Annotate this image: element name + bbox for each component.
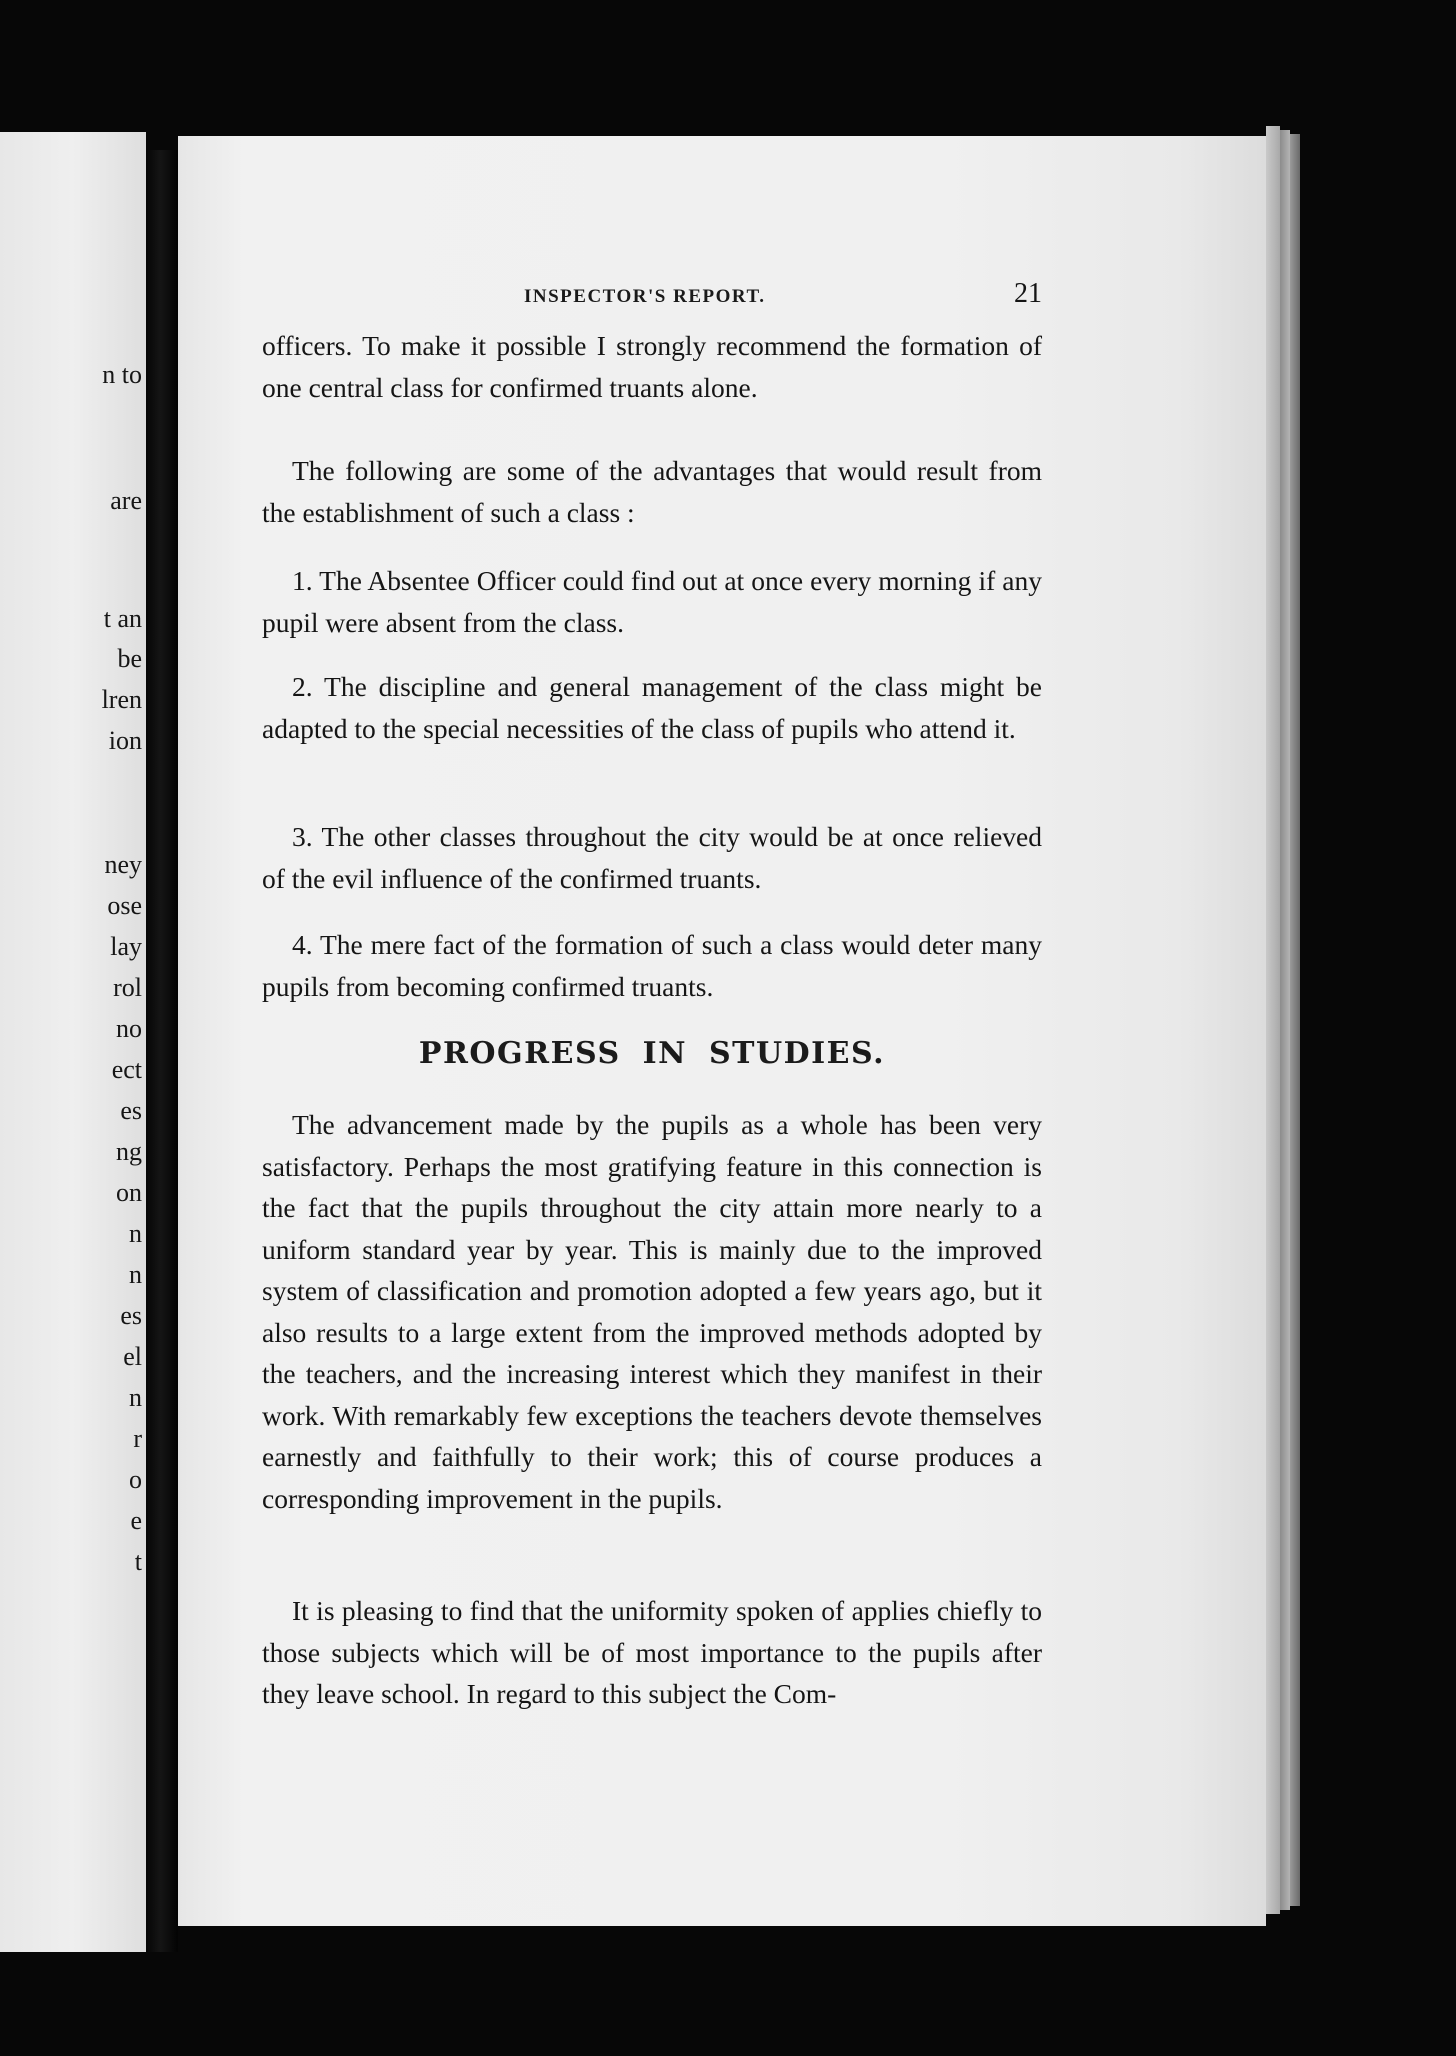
running-header: INSPECTOR'S REPORT.	[524, 286, 766, 307]
left-page-fragment: ng	[116, 1137, 142, 1166]
left-page-fragment: ect	[111, 1055, 142, 1084]
numbered-item: 4. The mere fact of the formation of such a class would deter many pupils from becoming confirmed truants.	[262, 929, 1042, 1002]
paragraph: officers. To make it possible I strongly recommend the formation of one central class for confirmed truants alone.	[262, 330, 1042, 403]
left-page-fragment: lren	[101, 685, 142, 714]
left-page-fragment: el	[123, 1342, 142, 1371]
left-page-fragment: es	[120, 1301, 142, 1330]
left-page-fragment: no	[116, 1014, 142, 1043]
left-page-fragment: e	[130, 1506, 142, 1535]
left-page-fragment: ney	[104, 850, 142, 879]
left-page-fragment: t	[134, 1547, 142, 1576]
left-page-fragment: rol	[113, 973, 142, 1002]
page-edge	[1280, 130, 1290, 1910]
left-page-fragment: be	[117, 644, 142, 673]
left-page-fragment: n	[129, 1383, 142, 1412]
left-page-fragment: are	[110, 486, 142, 515]
left-page-fragment: lay	[110, 932, 142, 961]
left-page-fragment: on	[116, 1178, 142, 1207]
left-page-fragment: n	[129, 1219, 142, 1248]
numbered-item: 1. The Absentee Officer could find out at once every morning if any pupil were absent from the class.	[262, 565, 1042, 638]
left-page-fragment: r	[133, 1424, 142, 1453]
left-page-fragment: ose	[107, 891, 142, 920]
paragraph: The advancement made by the pupils as a whole has been very satisfactory. Perhaps the most gratifying feature in this connection is the fact that the pupils throughout the city attain more nearly to a uniform standard year by year. This is mainly due to the improved system of classification and promotion adopted a few years ago, but it also results to a large extent from the improved methods adopted by the teachers, and the increasing interest which they manifest in their work. With remarkably few exceptions the teachers devote themselves earnestly and faithfully to their work; this of course produces a corresponding improvement in the pupils.	[262, 1109, 1042, 1514]
page-edge	[1266, 126, 1280, 1914]
page-edge	[1290, 134, 1300, 1906]
page-number: 21	[1014, 278, 1042, 309]
left-page-fragment: n	[129, 1260, 142, 1289]
left-page-fragment: es	[120, 1096, 142, 1125]
left-page-fragment: o	[129, 1465, 142, 1494]
left-page-fragment: t an	[103, 604, 142, 633]
left-page-fragment: ion	[108, 726, 142, 755]
paragraph: The following are some of the advantages that would result from the establishment of such a class :	[262, 455, 1042, 528]
left-page-fragment: n to	[102, 360, 142, 389]
left-page	[0, 132, 146, 1952]
paragraph: It is pleasing to find that the uniformity spoken of applies chiefly to those subjects which will be of most importance to the pupils after they leave school. In regard to this subject the Com-	[262, 1595, 1042, 1709]
numbered-item: 3. The other classes throughout the city would be at once relieved of the evil influence of the confirmed truants.	[262, 821, 1042, 894]
section-heading: PROGRESS IN STUDIES.	[418, 1036, 886, 1071]
book-gutter	[146, 150, 178, 1952]
numbered-item: 2. The discipline and general management of the class might be adapted to the special necessities of the class of pupils who attend it.	[262, 671, 1042, 744]
